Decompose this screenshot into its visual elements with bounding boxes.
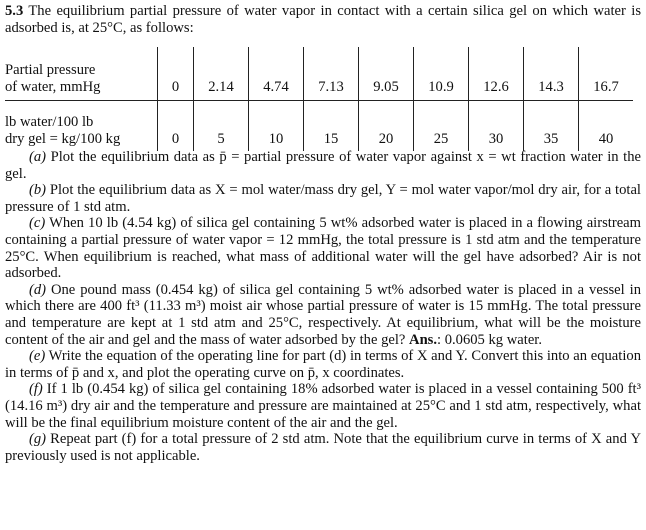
- part-tag: (f): [29, 381, 43, 398]
- table-row-partial-pressure: [5, 47, 633, 101]
- part-b: [5, 182, 641, 215]
- table-cell: 10.9: [414, 47, 469, 101]
- problem-parts: [5, 149, 641, 464]
- table-cell: 16.7: [579, 47, 634, 101]
- table-cell: 30: [469, 101, 524, 152]
- table-cell: 20: [359, 101, 414, 152]
- table-cell: 14.3: [524, 47, 579, 101]
- part-e: [5, 348, 641, 381]
- problem-text: [5, 3, 641, 36]
- part-text: Repeat part (f) for a total pressure of 2 std atm. Note that the equilibrium curve in terms of X and Y previously used is not applicable.: [5, 431, 641, 464]
- table-cell: 9.05: [359, 47, 414, 101]
- label-line: lb water/100 lb: [5, 114, 94, 130]
- row-label-partial-pressure: [5, 47, 158, 101]
- part-text: One pound mass (0.454 kg) of silica gel containing 5 wt% adsorbed water is placed in a vessel in which there are 400 ft³ (11.33 m³) moist air whose partial pressure of water is 15 mmHg. The total pressure and temperature are kept at 1 std atm and 25°C, respectively. At equilibrium, what will be the moisture content of the air and gel and the mass of water adsorbed by the gel?: [5, 281, 641, 348]
- part-text: Plot the equilibrium data as p̄ = partial pressure of water vapor against x = wt fraction water in the gel.: [5, 149, 641, 182]
- part-a: [5, 149, 641, 182]
- problem-number: 5.3: [5, 3, 24, 19]
- table-cell: 12.6: [469, 47, 524, 101]
- answer-text: : 0.0605 kg water.: [437, 331, 542, 348]
- table-cell: 0: [158, 47, 194, 101]
- table-cell: 10: [249, 101, 304, 152]
- part-tag: (b): [29, 182, 47, 199]
- part-tag: (g): [29, 431, 47, 448]
- equilibrium-data-table: [5, 47, 633, 151]
- table-cell: 35: [524, 101, 579, 152]
- problem-intro: [5, 3, 641, 36]
- intro-line-1: The equilibrium partial pressure of water vapor in contact with a certain silica gel on which: [28, 3, 589, 19]
- part-tag: (c): [29, 215, 46, 232]
- part-text: Write the equation of the operating line for part (d) in terms of X and Y. Convert this into an equation in terms of p̄ and x, and plot the operating curve on p̄, x coordinates.: [5, 348, 641, 381]
- part-d: [5, 282, 641, 348]
- table-cell: 15: [304, 101, 359, 152]
- table-cell: 2.14: [194, 47, 249, 101]
- table-cell: 25: [414, 101, 469, 152]
- part-f: [5, 381, 641, 431]
- table-row-water-content: [5, 101, 633, 152]
- part-text: Plot the equilibrium data as X = mol water/mass dry gel, Y = mol water vapor/mol dry air, for a total pressure of 1 std atm.: [5, 182, 641, 215]
- table-cell: 40: [579, 101, 634, 152]
- intro-line-2: water is adsorbed is, at 25°C, as follows:: [5, 3, 641, 36]
- answer-label: Ans.: [409, 331, 438, 348]
- table-cell: 4.74: [249, 47, 304, 101]
- table-cell: 7.13: [304, 47, 359, 101]
- part-tag: (a): [29, 149, 47, 165]
- label-line: of water, mmHg: [5, 78, 101, 95]
- part-tag: (e): [29, 348, 46, 365]
- table-cell: 5: [194, 101, 249, 152]
- label-line: dry gel = kg/100 kg: [5, 130, 121, 147]
- part-text: When 10 lb (4.54 kg) of silica gel containing 5 wt% adsorbed water is placed in a flowing airstream containing a partial pressure of water vapor = 12 mmHg, the total pressure is 1 std atm and the temperature 25°C. When equilibrium is reached, what mass of additional water will the gel have adsorbed? Air is not adsorbed.: [5, 215, 641, 282]
- part-c: [5, 215, 641, 281]
- row-label-water-content: [5, 101, 158, 152]
- table-cell: 0: [158, 101, 194, 152]
- label-line: Partial pressure: [5, 62, 96, 78]
- part-tag: (d): [29, 281, 47, 298]
- part-text: If 1 lb (0.454 kg) of silica gel containing 18% adsorbed water is placed in a vessel containing 500 ft³ (14.16 m³) dry air and the temperature and pressure are maintained at 25°C and 1 std atm, respectively, what will be the final equilibrium moisture content of the air and the gel.: [5, 381, 641, 431]
- part-g: [5, 431, 641, 464]
